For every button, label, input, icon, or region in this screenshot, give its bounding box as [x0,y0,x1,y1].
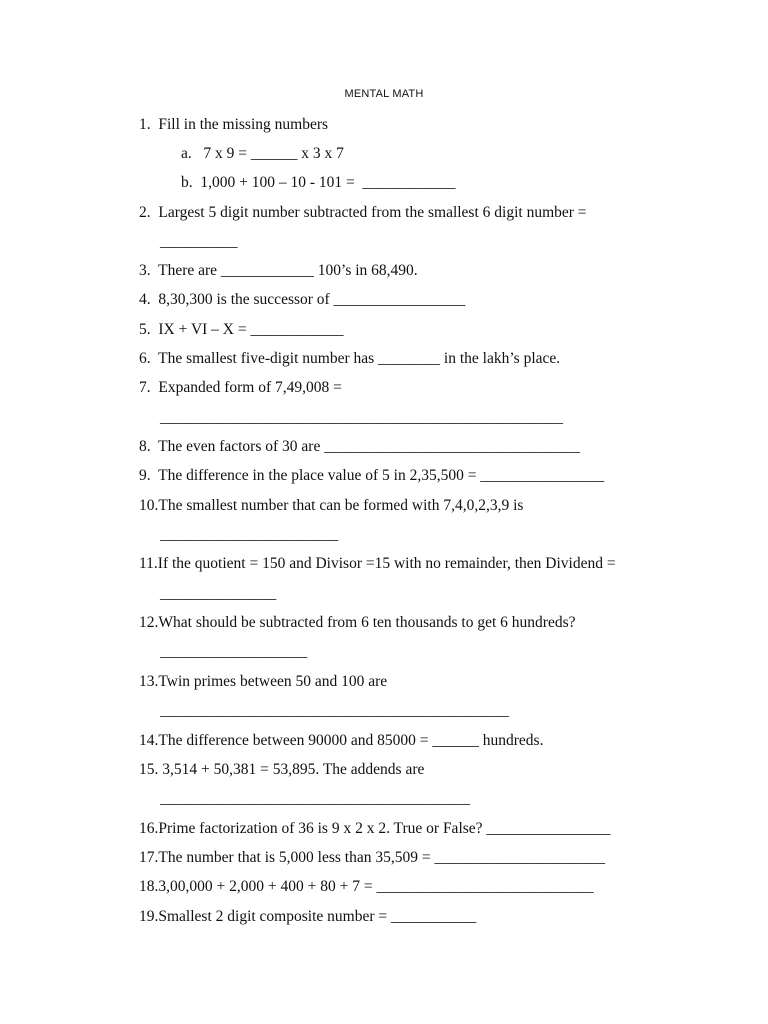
q1-text: 1. Fill in the missing numbers [139,116,329,133]
q13-answer-blank: _____________________________________________ [160,702,509,719]
q12-answer-blank: ___________________ [160,643,308,660]
q6-text: 6. The smallest five-digit number has ________ in the lakh’s place. [139,350,561,367]
q13-text: 13.Twin primes between 50 and 100 are [139,673,388,690]
q14-text: 14.The difference between 90000 and 85000 = ______ hundreds. [139,732,544,749]
q12-text: 12.What should be subtracted from 6 ten thousands to get 6 hundreds? [139,614,576,631]
q7-text: 7. Expanded form of 7,49,008 = [139,379,342,396]
q2-text: 2. Largest 5 digit number subtracted from the smallest 6 digit number = [139,204,587,221]
q4-text: 4. 8,30,300 is the successor of _________________ [139,291,466,308]
q10-text: 10.The smallest number that can be formed with 7,4,0,2,3,9 is [139,497,524,514]
q3-text: 3. There are ____________ 100’s in 68,490. [139,262,418,279]
q8-text: 8. The even factors of 30 are _________________________________ [139,438,580,455]
q2-answer-blank: __________ [160,233,238,250]
q16-text: 16.Prime factorization of 36 is 9 x 2 x 2. True or False? ________________ [139,820,611,837]
q11-answer-blank: _______________ [160,585,277,602]
q5-text: 5. IX + VI – X = ____________ [139,321,344,338]
q1b-text: b. 1,000 + 100 – 10 - 101 = ____________ [181,174,456,191]
q17-text: 17.The number that is 5,000 less than 35,509 = ______________________ [139,849,605,866]
q10-answer-blank: _______________________ [160,526,339,543]
q15-answer-blank: ________________________________________ [160,790,470,807]
page-title: MENTAL MATH [344,88,424,100]
q18-text: 18.3,00,000 + 2,000 + 400 + 80 + 7 = ____________________________ [139,878,594,895]
q1a-text: a. 7 x 9 = ______ x 3 x 7 [181,145,344,162]
q15-text: 15. 3,514 + 50,381 = 53,895. The addends are [139,761,425,778]
q19-text: 19.Smallest 2 digit composite number = ___________ [139,908,477,925]
q9-text: 9. The difference in the place value of 5 in 2,35,500 = ________________ [139,467,605,484]
q7-answer-blank: ____________________________________________________ [160,409,563,426]
q11-text: 11.If the quotient = 150 and Divisor =15 with no remainder, then Dividend = [139,555,616,572]
